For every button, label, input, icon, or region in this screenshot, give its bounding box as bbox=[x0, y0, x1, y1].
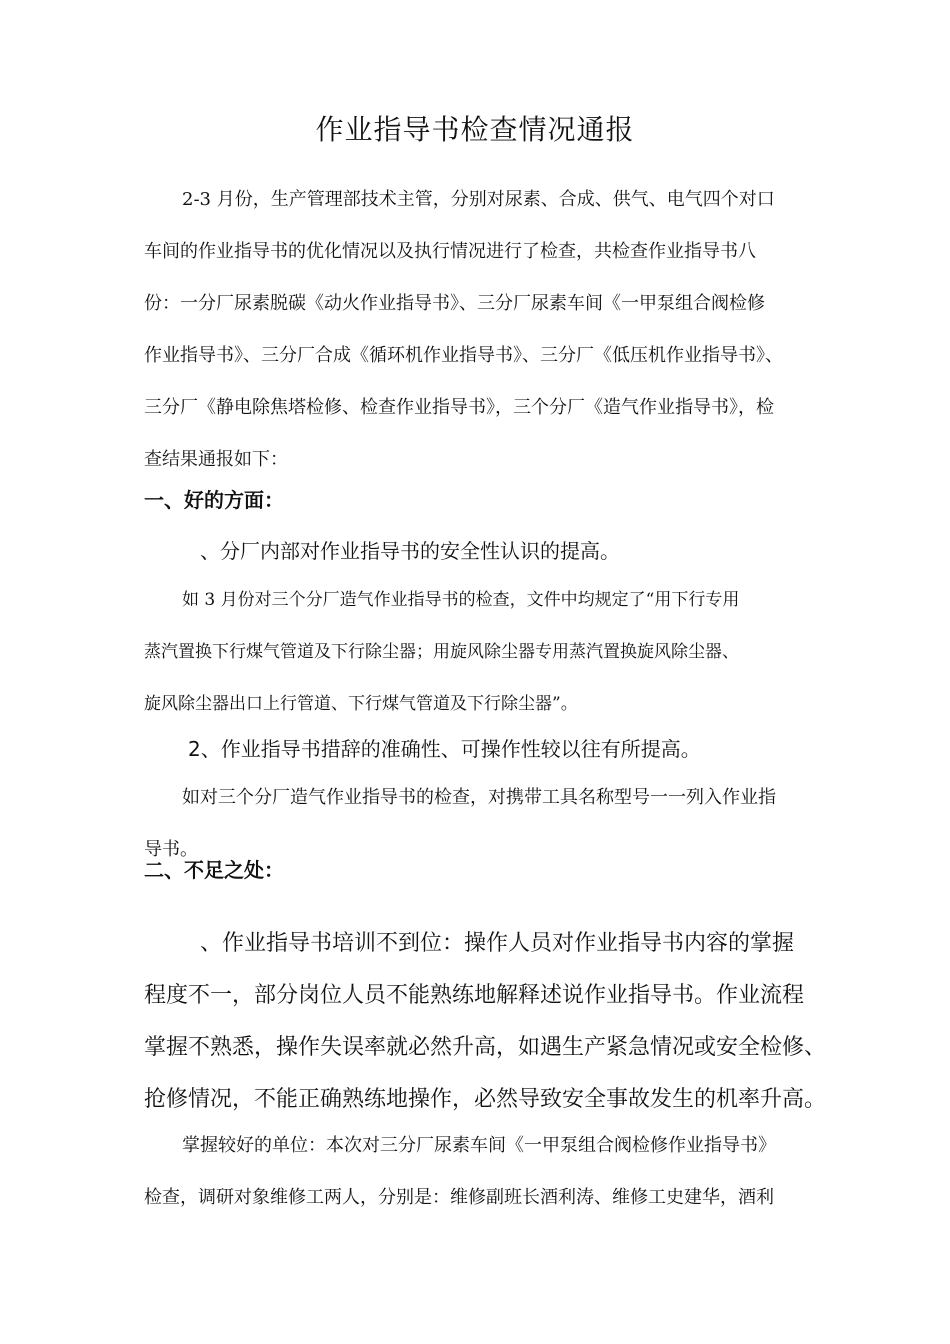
body-line: 检查，调研对象维修工两人，分别是：维修副班长酒利涛、维修工史建华，酒利 bbox=[144, 1187, 774, 1208]
body-line: 抢修情况，不能正确熟练地操作，必然导致安全事故发生的机率升高。 bbox=[144, 1087, 827, 1112]
body-line: 掌握不熟悉，操作失误率就必然升高，如遇生产紧急情况或安全检修、 bbox=[144, 1035, 827, 1060]
good-item-2-heading: 2、作业指导书措辞的准确性、可操作性较以往有所提高。 bbox=[188, 737, 701, 761]
good-item-1-body bbox=[144, 574, 810, 730]
body-line: 如对三个分厂造气作业指导书的检查，对携带工具名称型号一一列入作业指 bbox=[182, 787, 776, 808]
intro-line: 查结果通报如下： bbox=[144, 449, 288, 470]
intro-line: 作业指导书》、三分厂合成《循环机作业指导书》、三分厂《低压机作业指导书》、 bbox=[144, 345, 783, 366]
intro-line: 2-3 月份，生产管理部技术主管，分别对尿素、合成、供气、电气四个对口 bbox=[182, 189, 775, 210]
body-line: 、作业指导书培训不到位：操作人员对作业指导书内容的掌握 bbox=[200, 931, 795, 956]
intro-line: 三分厂《静电除焦塔检修、检查作业指导书》，三个分厂《造气作业指导书》，检 bbox=[144, 397, 774, 418]
shortcoming-item-1 bbox=[144, 918, 827, 1126]
section-heading-shortcomings: 二、不足之处： bbox=[144, 858, 284, 882]
body-line: 如 3 月份对三个分厂造气作业指导书的检查，文件中均规定了“用下行专用 bbox=[182, 590, 740, 610]
body-line: 旋风除尘器出口上行管道、下行煤气管道及下行除尘器”。 bbox=[144, 694, 578, 714]
good-unit-paragraph bbox=[144, 1120, 810, 1224]
body-line: 掌握较好的单位：本次对三分厂尿素车间《一甲泵组合阀检修作业指导书》 bbox=[182, 1135, 776, 1156]
body-line: 程度不一，部分岗位人员不能熟练地解释述说作业指导书。作业流程 bbox=[144, 983, 805, 1008]
intro-line: 车间的作业指导书的优化情况以及执行情况进行了检查，共检查作业指导书八 bbox=[144, 241, 756, 262]
body-line: 蒸汽置换下行煤气管道及下行除尘器；用旋风除尘器专用蒸汽置换旋风除尘器、 bbox=[144, 642, 739, 662]
intro-line: 份：一分厂尿素脱碳《动火作业指导书》、三分厂尿素车间《一甲泵组合阀检修 bbox=[144, 293, 765, 314]
section-heading-good: 一、好的方面： bbox=[144, 488, 284, 512]
intro-paragraph bbox=[144, 174, 810, 486]
good-item-1-heading: 、分厂内部对作业指导书的安全性认识的提高。 bbox=[200, 539, 620, 563]
body-line: 导书。 bbox=[144, 839, 198, 860]
document-title: 作业指导书检查情况通报 bbox=[315, 113, 635, 146]
